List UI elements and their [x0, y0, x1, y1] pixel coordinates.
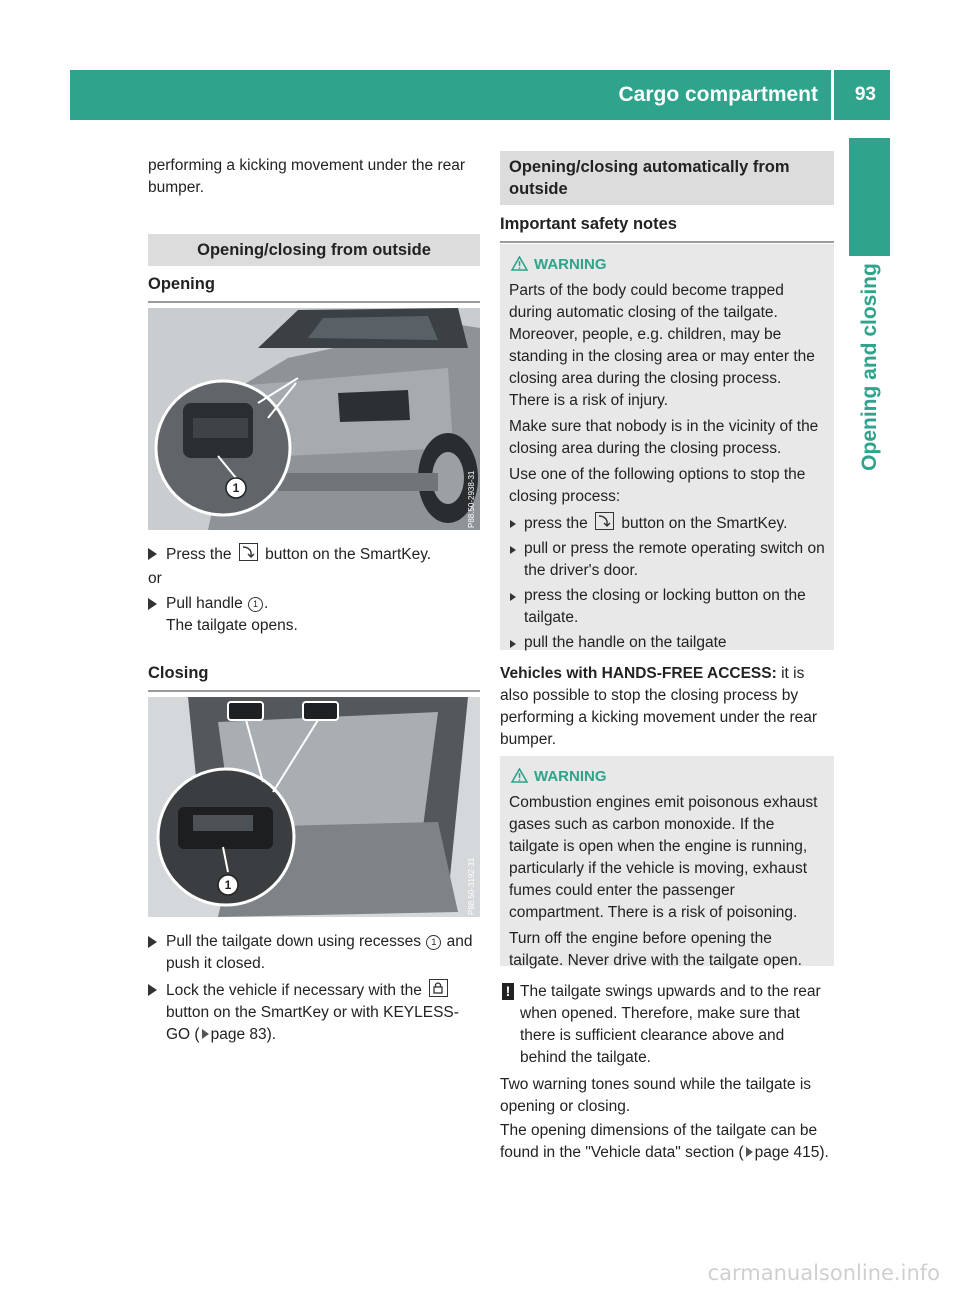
instruction-arrow-icon — [148, 598, 157, 610]
page-number: 93 — [854, 84, 876, 105]
section-heading-automatic: Opening/closing automatically from outside — [500, 151, 834, 205]
note-clearance: ! The tailgate swings upwards and to the rear when opened. Therefore, make sure that there is sufficient clearance above and behind the tailgate. — [500, 981, 834, 1069]
dimensions-paragraph: The opening dimensions of the tailgate can be found in the "Vehicle data" section ( page 415). — [500, 1122, 829, 1161]
warning-text: Make sure that nobody is in the vicinity of the closing area during the closing process. — [509, 418, 819, 457]
tailgate-key-button-icon — [595, 512, 614, 530]
list-item: press the button on the SmartKey. — [509, 512, 825, 535]
tones-paragraph: Two warning tones sound while the tailgate is opening or closing. — [500, 1076, 812, 1115]
warning-title: WARNING — [509, 766, 825, 788]
step-press-button: Press the button on the SmartKey. — [148, 543, 480, 566]
step-pull-handle: Pull handle 1 . The tailgate opens. — [148, 593, 480, 637]
warning-title: WARNING — [509, 254, 825, 276]
warning-text: Combustion engines emit poisonous exhaust gases such as carbon monoxide. If the tailgate is open when the engine is running, particularly if the vehicle is moving, exhaust fumes could enter the passenger compartment. There is a risk of poisoning. — [509, 794, 818, 921]
tailgate-handle-illustration — [148, 308, 480, 530]
tailgate-handle-photo — [148, 308, 480, 530]
subheading-opening: Opening — [148, 273, 480, 303]
chapter-tab-marker — [849, 138, 890, 256]
warning-text: Parts of the body could become trapped during automatic closing of the tailgate. Moreover, people, e.g. children, may be standing in the closing area or may enter the closing area during the closing process. There is a risk of injury. — [509, 282, 815, 409]
warning-triangle-icon — [511, 256, 528, 271]
warning-text: Turn off the engine before opening the tailgate. Never drive with the tailgate open. — [509, 930, 802, 969]
warning-text: Use one of the following options to stop the closing process: — [509, 466, 806, 505]
lock-icon — [429, 979, 448, 997]
step-lock-vehicle: Lock the vehicle if necessary with the button on the SmartKey or with KEYLESS-GO ( page 83). — [148, 979, 480, 1046]
list-item: pull or press the remote operating switch on the driver's door. — [509, 538, 825, 582]
tailgate-recesses-illustration — [148, 697, 480, 917]
instruction-arrow-icon — [148, 548, 157, 560]
step-pull-tailgate-down: Pull the tailgate down using recesses 1 and push it closed. — [148, 931, 480, 975]
subheading-safety-notes: Important safety notes — [500, 213, 834, 243]
page-reference-icon — [746, 1147, 753, 1157]
list-item: press the closing or locking button on the tailgate. — [509, 585, 825, 629]
callout-1-icon: 1 — [426, 935, 441, 950]
header-title: Cargo compartment — [618, 83, 818, 106]
photo-code: P88.50-2938-31 — [467, 470, 476, 528]
callout-1: 1 — [224, 878, 232, 892]
photo-code: P88.50-3192-31 — [467, 857, 476, 915]
tailgate-recesses-photo — [148, 697, 480, 917]
chapter-tab-label: Opening and closing — [858, 263, 881, 471]
note-exclamation-icon: ! — [502, 983, 514, 1000]
warning-triangle-icon — [511, 768, 528, 783]
intro-paragraph: performing a kicking movement under the rear bumper. — [148, 157, 466, 196]
warning-box-trapping — [500, 244, 834, 650]
hands-free-paragraph: Vehicles with HANDS-FREE ACCESS: it is also possible to stop the closing process by performing a kicking movement under the rear bumper. — [500, 665, 818, 748]
warning-box-poisoning — [500, 756, 834, 969]
callout-1: 1 — [232, 481, 240, 495]
instruction-arrow-icon — [148, 936, 157, 948]
instruction-arrow-icon — [148, 984, 157, 996]
page-reference-icon — [202, 1029, 209, 1039]
page-header — [70, 70, 890, 120]
subheading-closing: Closing — [148, 662, 480, 692]
watermark: carmanualsonline.info — [707, 1261, 940, 1285]
or-text: or — [148, 570, 162, 587]
tailgate-key-button-icon — [239, 543, 258, 561]
callout-1-icon: 1 — [248, 597, 263, 612]
header-divider — [831, 70, 834, 120]
section-heading-opening-closing: Opening/closing from outside — [148, 234, 480, 266]
list-item: pull the handle on the tailgate — [509, 632, 825, 654]
